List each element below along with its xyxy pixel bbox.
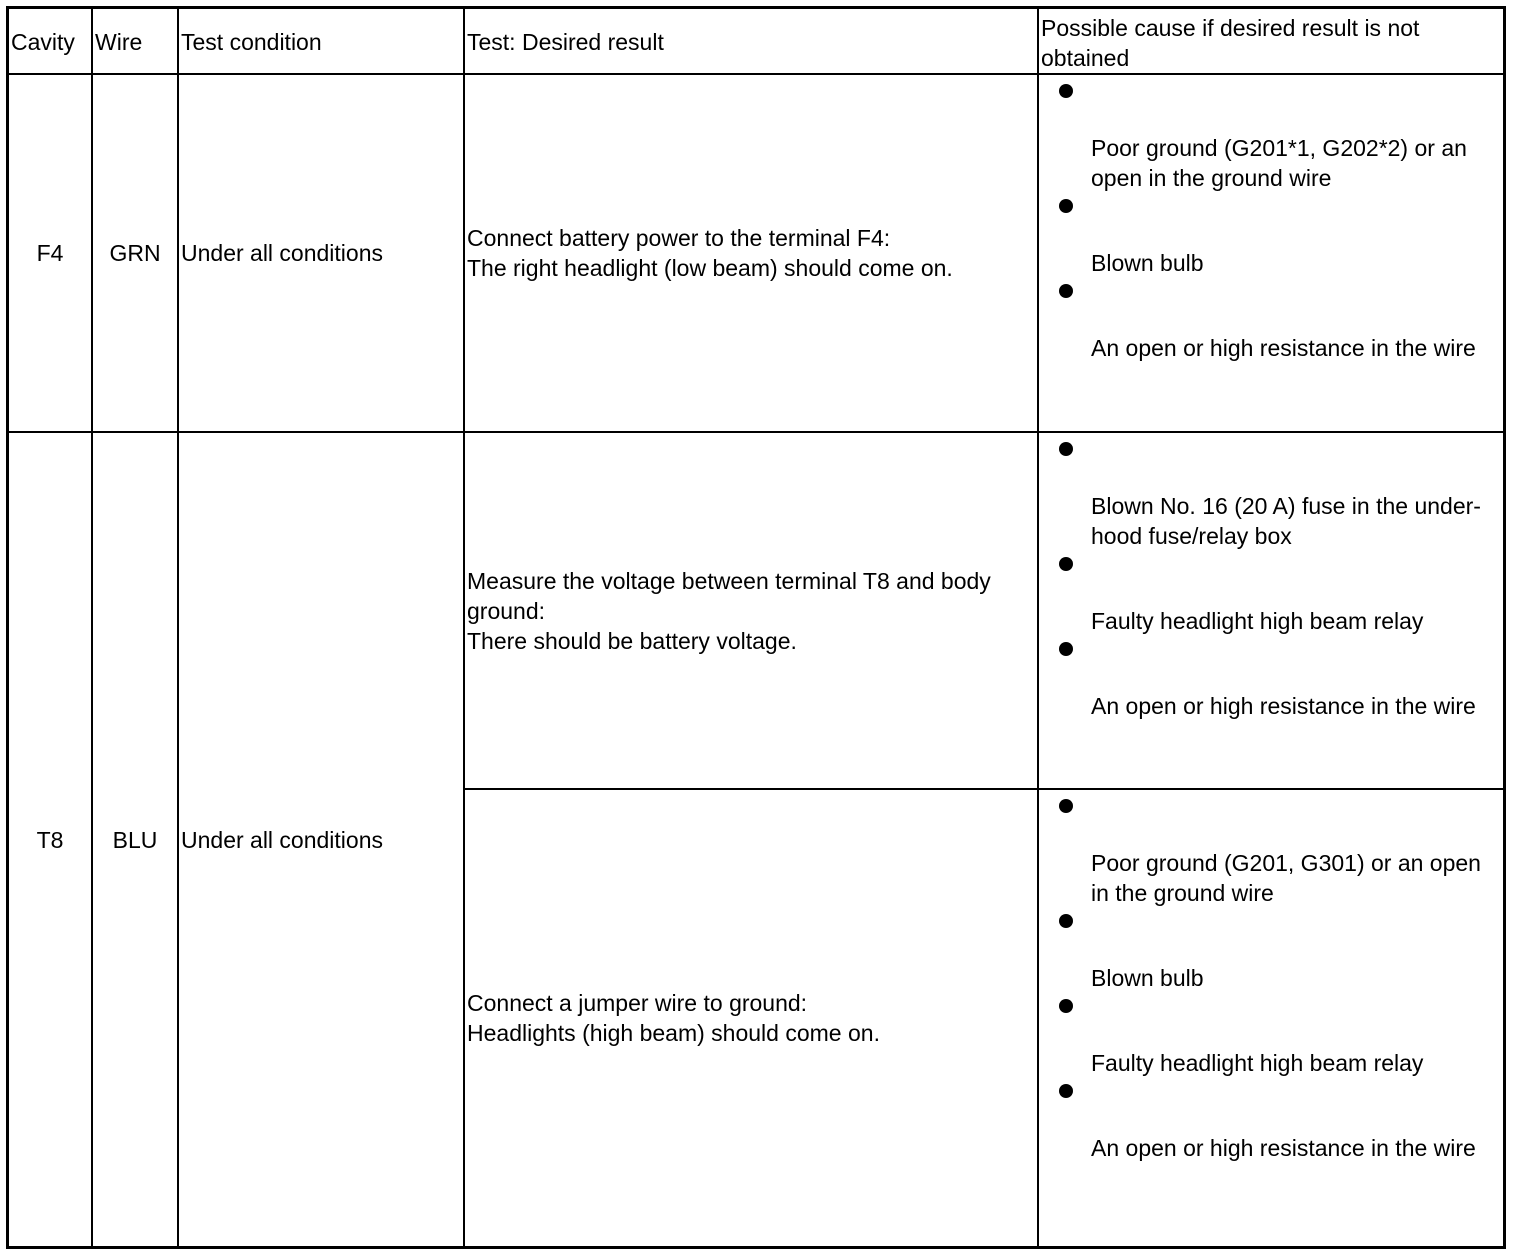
cause-item: Poor ground (G201*1, G202*2) or an open in the ground wire [1039, 78, 1503, 193]
cavity-cell: F4 [36, 240, 64, 266]
test-result-cell [465, 790, 1037, 1246]
test-instruction: Connect a jumper wire to ground: [467, 990, 808, 1016]
test-expected-result: There should be battery voltage. [467, 627, 797, 654]
header-possible-cause: Possible cause if desired result is not obtained [1041, 15, 1420, 71]
wire-cell: GRN [109, 240, 161, 266]
bullet-icon [1059, 442, 1073, 456]
possible-causes-cell [1039, 790, 1503, 1246]
bullet-icon [1059, 1084, 1073, 1098]
bullet-icon [1059, 799, 1073, 813]
cause-item: An open or high resistance in the wire [1039, 278, 1503, 363]
cause-item: An open or high resistance in the wire [1039, 636, 1503, 721]
cause-item: Faulty headlight high beam relay [1039, 551, 1503, 636]
cause-item: Blown No. 16 (20 A) fuse in the under-hood fuse/relay box [1039, 436, 1503, 551]
test-instruction: Measure the voltage between terminal T8 and body ground: [467, 567, 991, 624]
circuit-test-table [6, 6, 1506, 1249]
test-expected-result: Headlights (high beam) should come on. [467, 1020, 880, 1046]
bullet-icon [1059, 557, 1073, 571]
header-test-condition: Test condition [181, 28, 322, 55]
test-expected-result: The right headlight (low beam) should come on. [467, 255, 953, 281]
wire-cell: BLU [112, 826, 158, 853]
condition-cell: Under all conditions [181, 240, 384, 266]
header-test-result: Test: Desired result [467, 28, 664, 55]
bullet-icon [1059, 999, 1073, 1013]
header-wire: Wire [95, 28, 143, 55]
possible-causes-cell [1039, 75, 1503, 431]
header-cavity: Cavity [11, 28, 75, 55]
test-result-cell [465, 433, 1025, 788]
test-result-cell [465, 75, 1037, 431]
cause-item: An open or high resistance in the wire [1039, 1078, 1503, 1163]
possible-causes-cell [1039, 433, 1503, 788]
bullet-icon [1059, 84, 1073, 98]
cavity-cell: T8 [36, 826, 64, 853]
cause-item: Poor ground (G201, G301) or an open in the ground wire [1039, 793, 1503, 908]
bullet-icon [1059, 914, 1073, 928]
bullet-icon [1059, 284, 1073, 298]
cause-item: Faulty headlight high beam relay [1039, 993, 1503, 1078]
cause-item: Blown bulb [1039, 908, 1503, 993]
condition-cell: Under all conditions [181, 826, 384, 853]
test-instruction: Connect battery power to the terminal F4: [467, 225, 891, 251]
bullet-icon [1059, 642, 1073, 656]
bullet-icon [1059, 199, 1073, 213]
cause-item: Blown bulb [1039, 193, 1503, 278]
